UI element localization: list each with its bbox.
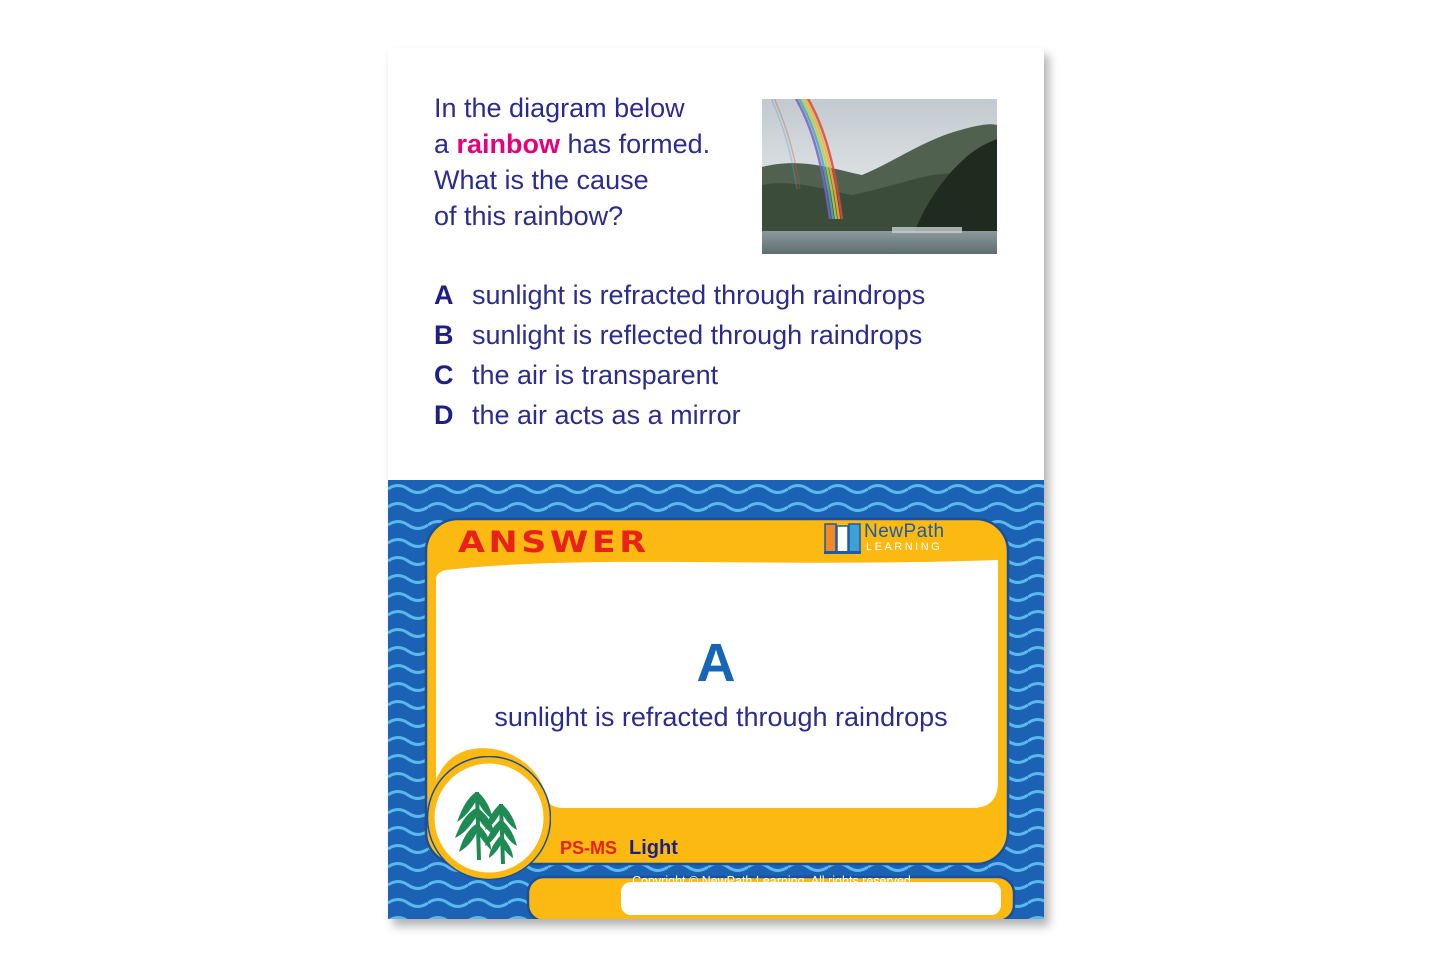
choice-letter: A [434, 280, 454, 310]
highlight-word: rainbow [456, 129, 561, 159]
choice-letter: B [434, 320, 454, 350]
copyright-text: Copyright © NewPath Learning. All rights reserved. [632, 874, 915, 888]
choice-d[interactable] [434, 395, 925, 435]
answer-title: ANSWER [458, 525, 650, 559]
question-line: of this rainbow? [434, 201, 624, 231]
newpath-books-logo-icon [824, 521, 862, 555]
flash-card [388, 48, 1044, 919]
answer-letter: A [696, 633, 736, 693]
question-line: What is the cause [434, 165, 649, 195]
question-text [434, 90, 710, 234]
newpath-logo [824, 519, 984, 559]
choice-a[interactable] [434, 275, 925, 315]
choice-text: sunlight is reflected through raindrops [472, 320, 923, 350]
choice-text: the air is transparent [472, 360, 719, 390]
question-line: a rainbow has formed. [434, 129, 711, 159]
choice-letter: C [434, 360, 454, 390]
choice-text: the air acts as a mirror [472, 400, 741, 430]
choice-text: sunlight is refracted through raindrops [472, 280, 926, 310]
answer-text: sunlight is refracted through raindrops [494, 702, 948, 732]
brand-name: NewPath [864, 521, 945, 542]
fern-icon [427, 756, 551, 880]
answer-choices [434, 275, 925, 435]
choice-b[interactable] [434, 315, 925, 355]
question-line: In the diagram below [434, 93, 685, 123]
subject-code: PS-MS [560, 838, 618, 858]
brand-subtitle: LEARNING [866, 541, 943, 553]
choice-letter: D [434, 400, 454, 430]
choice-c[interactable] [434, 355, 925, 395]
topic-label: Light [629, 837, 678, 859]
rainbow-photo [762, 99, 997, 254]
